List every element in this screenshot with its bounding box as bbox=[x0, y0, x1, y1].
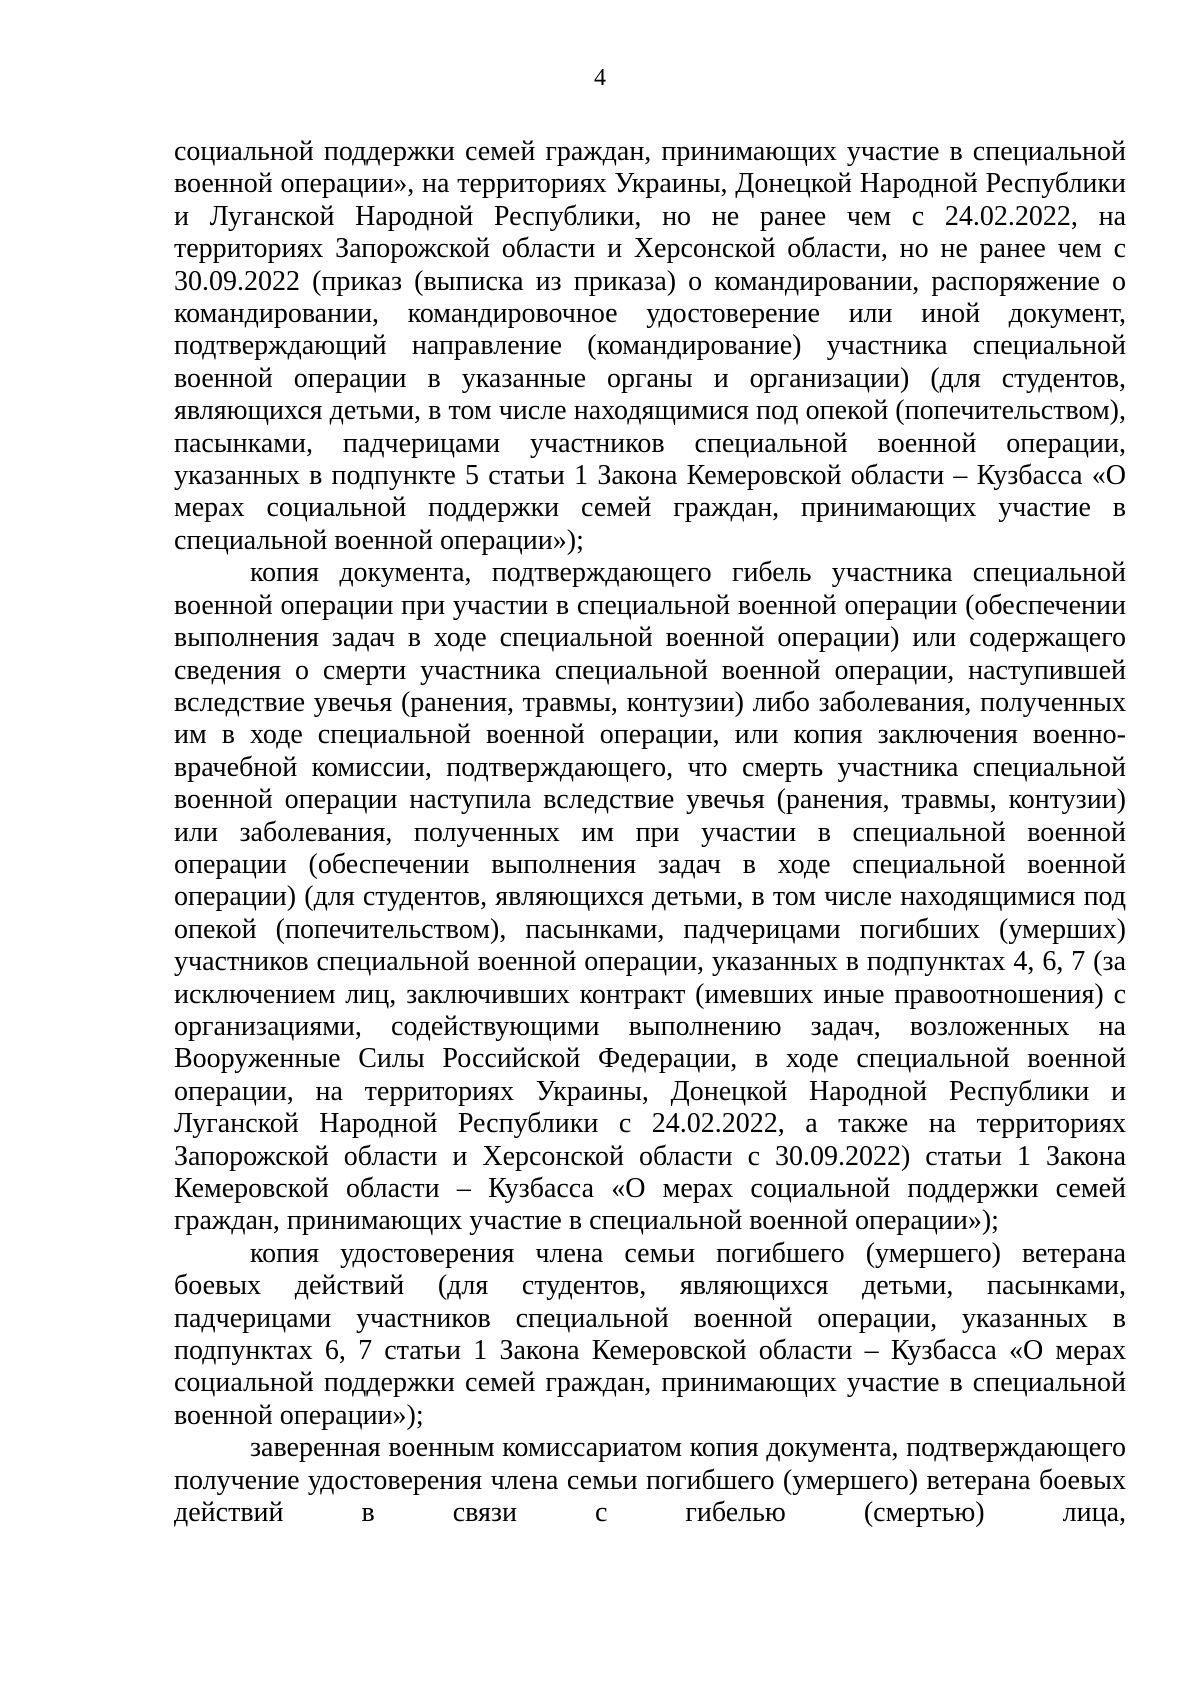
paragraph-certified-copy: заверенная военным комиссариатом копия документа, подтверждающего получение удостоверения члена семьи погибшего (умершего) ветерана боевых действий в связи с гибелью (смертью) лица, bbox=[174, 1432, 1126, 1529]
paragraph-death-document: копия документа, подтверждающего гибель участника специальной военной операции при участии в специальной военной операции (обеспечении выполнения задач в ходе специальной военной операции) или содержащего сведения о смерти участника специальной военной операции, наступившей вследствие увечья (ранения, травмы, контузии) либо заболевания, полученных им в ходе специальной военной операции, или копия заключения военно-врачебной комиссии, подтверждающего, что смерть участника специальной военной операции наступила вследствие увечья (ранения, травмы, контузии) или заболевания, полученных им при участии в специальной военной операции (обеспечении выполнения задач в ходе специальной военной операции) (для студентов, являющихся детьми, в том числе находящимися под опекой (попечительством), пасынками, падчерицами погибших (умерших) участников специальной военной операции, указанных в подпунктах 4, 6, 7 (за исключением лиц, заключивших контракт (имевших иные правоотношения) с организациями, содействующими выполнению задач, возложенных на Вооруженные Силы Российской Федерации, в ходе специальной военной операции, на территориях Украины, Донецкой Народной Республики и Луганской Народной Республики с 24.02.2022, а также на территориях Запорожской области и Херсонской области с 30.09.2022) статьи 1 Закона Кемеровской области – Кузбасса «О мерах социальной поддержки семей граждан, принимающих участие в специальной военной операции»); bbox=[174, 557, 1126, 1237]
paragraph-family-certificate: копия удостоверения члена семьи погибшего (умершего) ветерана боевых действий (для студентов, являющихся детьми, пасынками, падчерицами участников специальной военной операции, указанных в подпунктах 6, 7 статьи 1 Закона Кемеровской области – Кузбасса «О мерах социальной поддержки семей граждан, принимающих участие в специальной военной операции»); bbox=[174, 1237, 1126, 1431]
document-body bbox=[174, 136, 1126, 1529]
page-number: 4 bbox=[594, 65, 606, 91]
paragraph-continuation: социальной поддержки семей граждан, принимающих участие в специальной военной операции», на территориях Украины, Донецкой Народной Республики и Луганской Народной Республики, но не ранее чем с 24.02.2022, на территориях Запорожской области и Херсонской области, но не ранее чем с 30.09.2022 (приказ (выписка из приказа) о командировании, распоряжение о командировании, командировочное удостоверение или иной документ, подтверждающий направление (командирование) участника специальной военной операции в указанные органы и организации) (для студентов, являющихся детьми, в том числе находящимися под опекой (попечительством), пасынками, падчерицами участников специальной военной операции, указанных в подпункте 5 статьи 1 Закона Кемеровской области – Кузбасса «О мерах социальной поддержки семей граждан, принимающих участие в специальной военной операции»); bbox=[174, 136, 1126, 556]
